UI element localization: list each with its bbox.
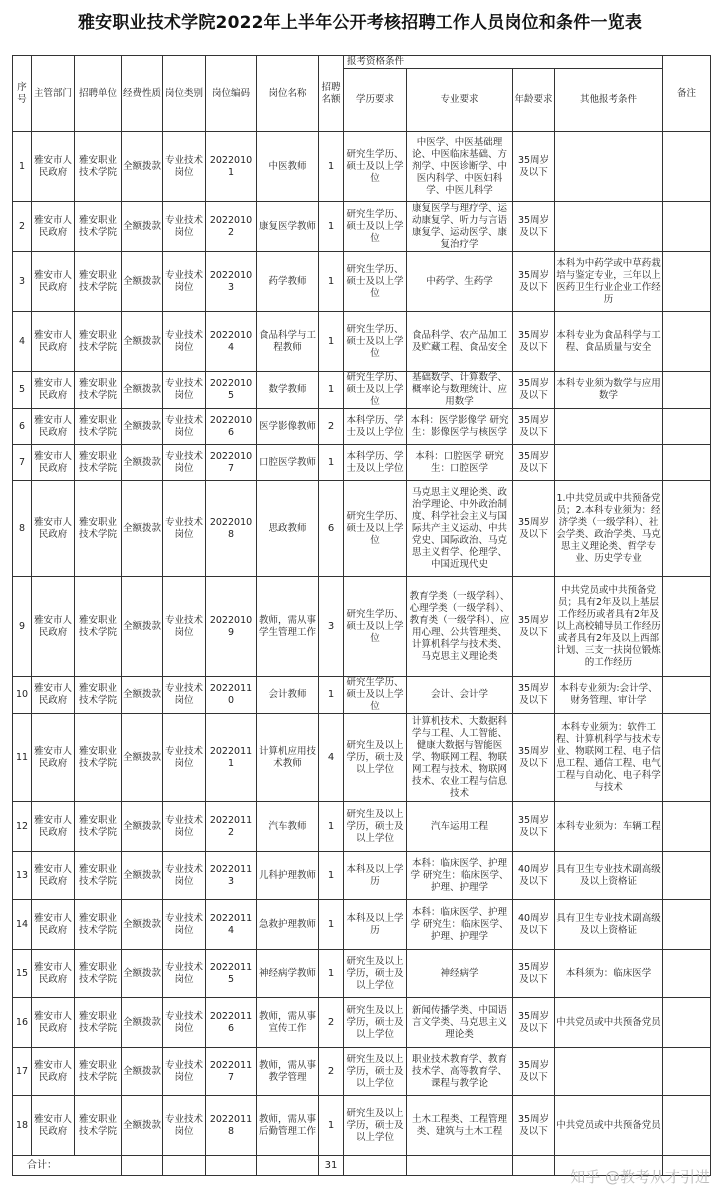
cell-major: 康复医学与理疗学、运动康复学、听力与言语康复学、运动医学、康复治疗学 [407, 202, 513, 252]
cell-unit: 雅安职业技术学院 [75, 445, 122, 481]
table-row [13, 714, 711, 802]
cell-post-name: 教师，需从事宣传工作 [257, 998, 319, 1048]
cell-post-code: 20220106 [206, 409, 257, 445]
cell-remark [663, 409, 711, 445]
cell-other: 中共党员或中共预备党员；具有2年及以上基层工作经历或者具有2年及以上高校辅导员工作经历或者具有2年及以上西部计划、三支一扶岗位锻炼的工作经历 [555, 577, 663, 677]
cell-post-type: 专业技术岗位 [163, 1048, 206, 1096]
cell-post-type: 专业技术岗位 [163, 132, 206, 202]
cell-other [555, 1048, 663, 1096]
cell-education: 研究生及以上学历，硕士及以上学位 [344, 998, 407, 1048]
recruitment-table-container [12, 55, 710, 1176]
cell-post-type: 专业技术岗位 [163, 1096, 206, 1156]
cell-post-code: 20220118 [206, 1096, 257, 1156]
page-title: 雅安职业技术学院2022年上半年公开考核招聘工作人员岗位和条件一览表 [77, 13, 643, 33]
cell-funding: 全额拨款 [122, 802, 163, 852]
cell-remark [663, 577, 711, 677]
cell-remark [663, 1048, 711, 1096]
cell-unit: 雅安职业技术学院 [75, 677, 122, 714]
header-seq: 序号 [13, 56, 32, 132]
cell-unit: 雅安职业技术学院 [75, 900, 122, 950]
table-row [13, 1096, 711, 1156]
header-qualification-group: 报考资格条件 [344, 56, 663, 69]
cell-funding: 全额拨款 [122, 950, 163, 998]
cell-post-name: 中医教师 [257, 132, 319, 202]
table-row [13, 445, 711, 481]
cell-unit: 雅安职业技术学院 [75, 1096, 122, 1156]
cell-dept: 雅安市人民政府 [32, 714, 75, 802]
cell-remark [663, 132, 711, 202]
cell-education: 本科学历、学士及以上学位 [344, 445, 407, 481]
cell-other: 本科专业为食品科学与工程、食品质量与安全 [555, 312, 663, 372]
cell-post-code: 20220113 [206, 852, 257, 900]
cell-seq: 7 [13, 445, 32, 481]
cell-seq: 8 [13, 481, 32, 577]
table-row [13, 312, 711, 372]
cell-age: 35周岁及以下 [513, 998, 555, 1048]
cell-funding: 全额拨款 [122, 202, 163, 252]
cell-seq: 16 [13, 998, 32, 1048]
cell-seq: 5 [13, 372, 32, 409]
table-body [13, 132, 711, 1156]
cell-age: 35周岁及以下 [513, 252, 555, 312]
cell-education: 研究生学历、硕士及以上学位 [344, 312, 407, 372]
cell-other: 中共党员或中共预备党员 [555, 1096, 663, 1156]
cell-dept: 雅安市人民政府 [32, 312, 75, 372]
cell-education: 研究生学历、硕士及以上学位 [344, 202, 407, 252]
cell-unit: 雅安职业技术学院 [75, 481, 122, 577]
cell-post-name: 神经病学教师 [257, 950, 319, 998]
cell-other [555, 445, 663, 481]
cell-major: 本科：医学影像学 研究生：影像医学与核医学 [407, 409, 513, 445]
cell-major: 本科：口腔医学 研究生：口腔医学 [407, 445, 513, 481]
cell-count: 1 [319, 132, 344, 202]
cell-post-code: 20220116 [206, 998, 257, 1048]
cell-funding: 全额拨款 [122, 998, 163, 1048]
cell-funding: 全额拨款 [122, 852, 163, 900]
header-post-name: 岗位名称 [257, 56, 319, 132]
cell-post-type: 专业技术岗位 [163, 998, 206, 1048]
cell-age: 35周岁及以下 [513, 714, 555, 802]
header-unit: 招聘单位 [75, 56, 122, 132]
cell-remark [663, 202, 711, 252]
watermark: 知乎 @教考从才引进 [570, 1168, 710, 1186]
cell-dept: 雅安市人民政府 [32, 998, 75, 1048]
cell-age: 35周岁及以下 [513, 481, 555, 577]
cell-remark [663, 481, 711, 577]
cell-funding: 全额拨款 [122, 677, 163, 714]
cell-funding: 全额拨款 [122, 252, 163, 312]
table-row [13, 852, 711, 900]
cell-age: 35周岁及以下 [513, 445, 555, 481]
cell-seq: 10 [13, 677, 32, 714]
cell-funding: 全额拨款 [122, 900, 163, 950]
cell-count: 1 [319, 677, 344, 714]
cell-seq: 13 [13, 852, 32, 900]
cell-remark [663, 372, 711, 409]
cell-count: 3 [319, 577, 344, 677]
table-row [13, 202, 711, 252]
cell-post-code: 20220112 [206, 802, 257, 852]
table-row [13, 409, 711, 445]
cell-post-name: 食品科学与工程教师 [257, 312, 319, 372]
cell-post-code: 20220107 [206, 445, 257, 481]
cell-post-name: 教师，需从事学生管理工作 [257, 577, 319, 677]
header-remark: 备注 [663, 56, 711, 132]
cell-funding: 全额拨款 [122, 1048, 163, 1096]
cell-seq: 9 [13, 577, 32, 677]
cell-education: 研究生学历、硕士及以上学位 [344, 372, 407, 409]
table-row [13, 802, 711, 852]
cell-count: 4 [319, 714, 344, 802]
cell-count: 1 [319, 852, 344, 900]
cell-remark [663, 900, 711, 950]
header-education: 学历要求 [344, 69, 407, 132]
cell-post-type: 专业技术岗位 [163, 445, 206, 481]
cell-other: 1.中共党员或中共预备党员；2.本科专业须为：经济学类（一级学科）、社会学类、政治学类、马克思主义理论类、哲学专业、历史学专业 [555, 481, 663, 577]
cell-funding: 全额拨款 [122, 577, 163, 677]
cell-age: 35周岁及以下 [513, 950, 555, 998]
table-row [13, 900, 711, 950]
cell-remark [663, 252, 711, 312]
table-row [13, 132, 711, 202]
cell-post-name: 急救护理教师 [257, 900, 319, 950]
cell-post-name: 医学影像教师 [257, 409, 319, 445]
cell-dept: 雅安市人民政府 [32, 677, 75, 714]
cell-other: 本科专业须为：车辆工程 [555, 802, 663, 852]
cell-post-code: 20220117 [206, 1048, 257, 1096]
cell-count: 1 [319, 252, 344, 312]
cell-unit: 雅安职业技术学院 [75, 372, 122, 409]
cell-dept: 雅安市人民政府 [32, 481, 75, 577]
cell-count: 1 [319, 802, 344, 852]
cell-education: 研究生及以上学历，硕士及以上学位 [344, 950, 407, 998]
cell-other: 中共党员或中共预备党员 [555, 998, 663, 1048]
cell-post-type: 专业技术岗位 [163, 409, 206, 445]
cell-age: 35周岁及以下 [513, 409, 555, 445]
cell-post-type: 专业技术岗位 [163, 677, 206, 714]
cell-post-type: 专业技术岗位 [163, 252, 206, 312]
cell-dept: 雅安市人民政府 [32, 577, 75, 677]
header-dept: 主管部门 [32, 56, 75, 132]
cell-post-code: 20220115 [206, 950, 257, 998]
cell-count: 6 [319, 481, 344, 577]
cell-education: 研究生学历、硕士及以上学位 [344, 577, 407, 677]
cell-dept: 雅安市人民政府 [32, 852, 75, 900]
cell-age: 35周岁及以下 [513, 577, 555, 677]
cell-age: 35周岁及以下 [513, 312, 555, 372]
cell-age: 35周岁及以下 [513, 132, 555, 202]
cell-seq: 2 [13, 202, 32, 252]
cell-dept: 雅安市人民政府 [32, 252, 75, 312]
cell-remark [663, 852, 711, 900]
cell-major: 神经病学 [407, 950, 513, 998]
cell-unit: 雅安职业技术学院 [75, 577, 122, 677]
cell-post-code: 20220111 [206, 714, 257, 802]
table-row [13, 677, 711, 714]
cell-remark [663, 445, 711, 481]
cell-major: 计算机技术、大数据科学与工程、人工智能、健康大数据与智能医学、物联网工程、物联网工程与技术、物联网技术、农业工程与信息技术 [407, 714, 513, 802]
cell-other [555, 132, 663, 202]
cell-major: 中医学、中医基础理论、中医临床基础、方剂学、中医诊断学、中医内科学、中医妇科学、中医儿科学 [407, 132, 513, 202]
header-major: 专业要求 [407, 69, 513, 132]
cell-post-type: 专业技术岗位 [163, 802, 206, 852]
cell-dept: 雅安市人民政府 [32, 1096, 75, 1156]
header-post-type: 岗位类别 [163, 56, 206, 132]
cell-seq: 1 [13, 132, 32, 202]
cell-seq: 18 [13, 1096, 32, 1156]
cell-count: 1 [319, 950, 344, 998]
cell-post-name: 数学教师 [257, 372, 319, 409]
cell-remark [663, 950, 711, 998]
total-label: 合计： [13, 1156, 122, 1176]
cell-other: 具有卫生专业技术副高级及以上资格证 [555, 900, 663, 950]
cell-count: 2 [319, 998, 344, 1048]
cell-major: 基础数学、计算数学、概率论与数理统计、应用数学 [407, 372, 513, 409]
cell-post-code: 20220108 [206, 481, 257, 577]
cell-education: 本科及以上学历 [344, 852, 407, 900]
cell-age: 35周岁及以下 [513, 802, 555, 852]
cell-post-name: 教师，需从事教学管理 [257, 1048, 319, 1096]
cell-dept: 雅安市人民政府 [32, 900, 75, 950]
header-funding: 经费性质 [122, 56, 163, 132]
cell-remark [663, 677, 711, 714]
cell-seq: 11 [13, 714, 32, 802]
cell-education: 研究生及以上学历，硕士及以上学位 [344, 1096, 407, 1156]
cell-unit: 雅安职业技术学院 [75, 132, 122, 202]
cell-count: 1 [319, 445, 344, 481]
cell-major: 汽车运用工程 [407, 802, 513, 852]
cell-post-type: 专业技术岗位 [163, 577, 206, 677]
cell-seq: 14 [13, 900, 32, 950]
cell-age: 35周岁及以下 [513, 372, 555, 409]
cell-seq: 3 [13, 252, 32, 312]
cell-post-type: 专业技术岗位 [163, 950, 206, 998]
cell-post-type: 专业技术岗位 [163, 900, 206, 950]
cell-education: 研究生学历、硕士及以上学位 [344, 677, 407, 714]
cell-funding: 全额拨款 [122, 1096, 163, 1156]
header-age: 年龄要求 [513, 69, 555, 132]
cell-dept: 雅安市人民政府 [32, 950, 75, 998]
cell-remark [663, 998, 711, 1048]
cell-unit: 雅安职业技术学院 [75, 950, 122, 998]
cell-post-code: 20220109 [206, 577, 257, 677]
cell-post-code: 20220101 [206, 132, 257, 202]
cell-education: 研究生学历、硕士及以上学位 [344, 481, 407, 577]
table-row [13, 950, 711, 998]
header-count: 招聘名额 [319, 56, 344, 132]
cell-count: 2 [319, 409, 344, 445]
cell-education: 研究生及以上学历，硕士及以上学位 [344, 714, 407, 802]
cell-age: 40周岁及以下 [513, 852, 555, 900]
cell-post-code: 20220102 [206, 202, 257, 252]
cell-remark [663, 714, 711, 802]
cell-major: 新闻传播学类、中国语言文学类、马克思主义理论类 [407, 998, 513, 1048]
table-row [13, 481, 711, 577]
cell-age: 35周岁及以下 [513, 1048, 555, 1096]
cell-post-name: 教师，需从事后勤管理工作 [257, 1096, 319, 1156]
header-other: 其他报考条件 [555, 69, 663, 132]
cell-post-name: 思政教师 [257, 481, 319, 577]
cell-funding: 全额拨款 [122, 714, 163, 802]
cell-major: 食品科学、农产品加工及贮藏工程、食品安全 [407, 312, 513, 372]
cell-other: 具有卫生专业技术副高级及以上资格证 [555, 852, 663, 900]
cell-education: 本科及以上学历 [344, 900, 407, 950]
cell-education: 研究生学历、硕士及以上学位 [344, 132, 407, 202]
cell-remark [663, 1096, 711, 1156]
cell-major: 本科：临床医学、护理学 研究生：临床医学、护理、护理学 [407, 852, 513, 900]
cell-post-type: 专业技术岗位 [163, 202, 206, 252]
cell-age: 35周岁及以下 [513, 202, 555, 252]
total-count: 31 [319, 1156, 344, 1176]
cell-count: 1 [319, 1096, 344, 1156]
cell-dept: 雅安市人民政府 [32, 409, 75, 445]
cell-funding: 全额拨款 [122, 481, 163, 577]
cell-major: 教育学类（一级学科）、心理学类（一级学科）、教育类（一级学科）、应用心理、公共管理类、计算机科学与技术类、马克思主义理论类 [407, 577, 513, 677]
cell-age: 35周岁及以下 [513, 1096, 555, 1156]
cell-seq: 6 [13, 409, 32, 445]
cell-post-type: 专业技术岗位 [163, 372, 206, 409]
cell-education: 研究生及以上学历，硕士及以上学位 [344, 802, 407, 852]
cell-other: 本科为中药学或中草药栽培与鉴定专业，三年以上医药卫生行业企业工作经历 [555, 252, 663, 312]
cell-other: 本科专业须为:会计学、财务管理、审计学 [555, 677, 663, 714]
cell-seq: 12 [13, 802, 32, 852]
cell-remark [663, 802, 711, 852]
cell-unit: 雅安职业技术学院 [75, 409, 122, 445]
cell-seq: 4 [13, 312, 32, 372]
cell-remark [663, 312, 711, 372]
cell-major: 中药学、生药学 [407, 252, 513, 312]
cell-funding: 全额拨款 [122, 132, 163, 202]
cell-post-code: 20220105 [206, 372, 257, 409]
recruitment-table [12, 55, 711, 1176]
cell-unit: 雅安职业技术学院 [75, 802, 122, 852]
cell-education: 研究生学历、硕士及以上学位 [344, 252, 407, 312]
cell-unit: 雅安职业技术学院 [75, 202, 122, 252]
cell-post-name: 计算机应用技术教师 [257, 714, 319, 802]
header-post-code: 岗位编码 [206, 56, 257, 132]
cell-seq: 17 [13, 1048, 32, 1096]
cell-count: 1 [319, 312, 344, 372]
cell-post-type: 专业技术岗位 [163, 312, 206, 372]
cell-major: 马克思主义理论类、政治学理论、中外政治制度、科学社会主义与国际共产主义运动、中共党史、国际政治、马克思主义哲学、伦理学、中国近现代史 [407, 481, 513, 577]
cell-post-type: 专业技术岗位 [163, 852, 206, 900]
cell-age: 35周岁及以下 [513, 677, 555, 714]
cell-count: 2 [319, 1048, 344, 1096]
cell-other [555, 409, 663, 445]
cell-post-type: 专业技术岗位 [163, 481, 206, 577]
cell-other: 本科须为：临床医学 [555, 950, 663, 998]
cell-funding: 全额拨款 [122, 372, 163, 409]
cell-education: 研究生及以上学历，硕士及以上学位 [344, 1048, 407, 1096]
cell-unit: 雅安职业技术学院 [75, 252, 122, 312]
table-row [13, 577, 711, 677]
cell-post-name: 药学教师 [257, 252, 319, 312]
cell-count: 1 [319, 372, 344, 409]
cell-post-name: 会计教师 [257, 677, 319, 714]
cell-major: 土木工程类、工程管理类、建筑与土木工程 [407, 1096, 513, 1156]
cell-post-code: 20220104 [206, 312, 257, 372]
table-row [13, 998, 711, 1048]
cell-post-name: 口腔医学教师 [257, 445, 319, 481]
cell-unit: 雅安职业技术学院 [75, 1048, 122, 1096]
cell-post-type: 专业技术岗位 [163, 714, 206, 802]
cell-other: 本科专业须为：软件工程、计算机科学与技术专业、物联网工程、电子信息工程、通信工程、电气工程与自动化、电子科学与技术 [555, 714, 663, 802]
table-row [13, 1048, 711, 1096]
cell-unit: 雅安职业技术学院 [75, 852, 122, 900]
cell-funding: 全额拨款 [122, 409, 163, 445]
cell-unit: 雅安职业技术学院 [75, 714, 122, 802]
cell-unit: 雅安职业技术学院 [75, 998, 122, 1048]
table-row [13, 252, 711, 312]
cell-major: 会计、会计学 [407, 677, 513, 714]
cell-post-name: 儿科护理教师 [257, 852, 319, 900]
cell-funding: 全额拨款 [122, 445, 163, 481]
cell-post-name: 康复医学教师 [257, 202, 319, 252]
cell-post-code: 20220103 [206, 252, 257, 312]
cell-education: 本科学历、学士及以上学位 [344, 409, 407, 445]
cell-dept: 雅安市人民政府 [32, 802, 75, 852]
cell-dept: 雅安市人民政府 [32, 1048, 75, 1096]
cell-dept: 雅安市人民政府 [32, 202, 75, 252]
cell-major: 职业技术教育学、教育技术学、高等教育学、课程与教学论 [407, 1048, 513, 1096]
cell-age: 40周岁及以下 [513, 900, 555, 950]
cell-post-name: 汽车教师 [257, 802, 319, 852]
cell-unit: 雅安职业技术学院 [75, 312, 122, 372]
cell-other: 本科专业须为数学与应用数学 [555, 372, 663, 409]
cell-funding: 全额拨款 [122, 312, 163, 372]
cell-dept: 雅安市人民政府 [32, 445, 75, 481]
cell-count: 1 [319, 900, 344, 950]
cell-seq: 15 [13, 950, 32, 998]
table-row [13, 372, 711, 409]
cell-major: 本科：临床医学、护理学 研究生：临床医学、护理、护理学 [407, 900, 513, 950]
cell-other [555, 202, 663, 252]
cell-post-code: 20220114 [206, 900, 257, 950]
cell-dept: 雅安市人民政府 [32, 132, 75, 202]
cell-dept: 雅安市人民政府 [32, 372, 75, 409]
cell-count: 1 [319, 202, 344, 252]
cell-post-code: 20220110 [206, 677, 257, 714]
